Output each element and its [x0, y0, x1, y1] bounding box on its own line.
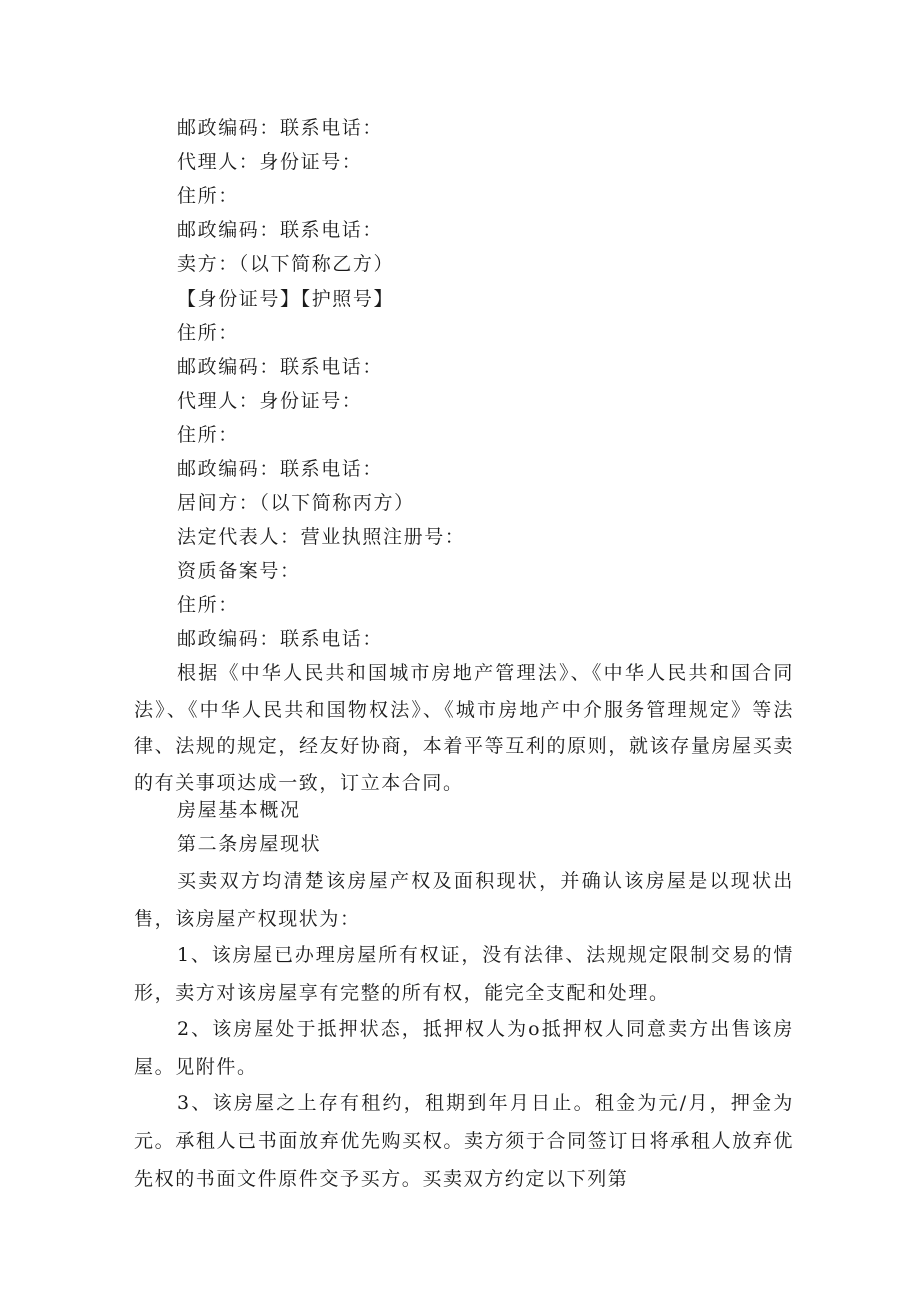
seller-line: 卖方：（以下简称乙方） [177, 253, 395, 275]
postal-phone-line: 邮政编码：联系电话： [177, 117, 384, 139]
intermediary-line: 居间方：（以下简称丙方） [177, 492, 415, 514]
address-line: 住所： [177, 322, 239, 344]
agent-id-line: 代理人：身份证号： [177, 151, 363, 173]
agent-id-line: 代理人：身份证号： [177, 390, 363, 412]
legal-rep-license-line: 法定代表人：营业执照注册号： [177, 526, 466, 548]
address-line: 住所： [177, 594, 239, 616]
postal-phone-line: 邮政编码：联系电话： [177, 458, 384, 480]
article-heading: 第二条房屋现状 [177, 833, 322, 855]
postal-phone-line: 邮政编码：联系电话： [177, 219, 384, 241]
address-line: 住所： [177, 424, 239, 446]
seller-id-passport-line: 【身份证号】【护照号】 [177, 288, 395, 310]
status-item-2: 2、该房屋处于抵押状态，抵押权人为o抵押权人同意卖方出售该房屋。见附件。 [134, 1018, 794, 1078]
section-heading-overview: 房屋基本概况 [177, 799, 301, 821]
postal-phone-line: 邮政编码：联系电话： [177, 628, 384, 650]
legal-basis-paragraph: 根据《中华人民共和国城市房地产管理法》、《中华人民共和国合同法》、《中华人民共和国物权法》、《城市房地产中介服务管理规定》等法律、法规的规定，经友好协商，本着平等互利的原则，就该存量房屋买卖的有关事项达成一致，订立本合同。 [134, 662, 794, 794]
status-item-1: 1、该房屋已办理房屋所有权证，没有法律、法规规定限制交易的情形，卖方对该房屋享有完整的所有权，能完全支配和处理。 [134, 944, 794, 1004]
qualification-line: 资质备案号： [177, 560, 301, 582]
postal-phone-line: 邮政编码：联系电话： [177, 356, 384, 378]
property-status-paragraph: 买卖双方均清楚该房屋产权及面积现状，并确认该房屋是以现状出售，该房屋产权现状为： [134, 870, 794, 930]
status-item-3: 3、该房屋之上存有租约，租期到年月日止。租金为元/月，押金为元。承租人已书面放弃优先购买权。卖方须于合同签订日将承租人放弃优先权的书面文件原件交予买方。买卖双方约定以下列第 [134, 1092, 794, 1190]
address-line: 住所： [177, 185, 239, 207]
